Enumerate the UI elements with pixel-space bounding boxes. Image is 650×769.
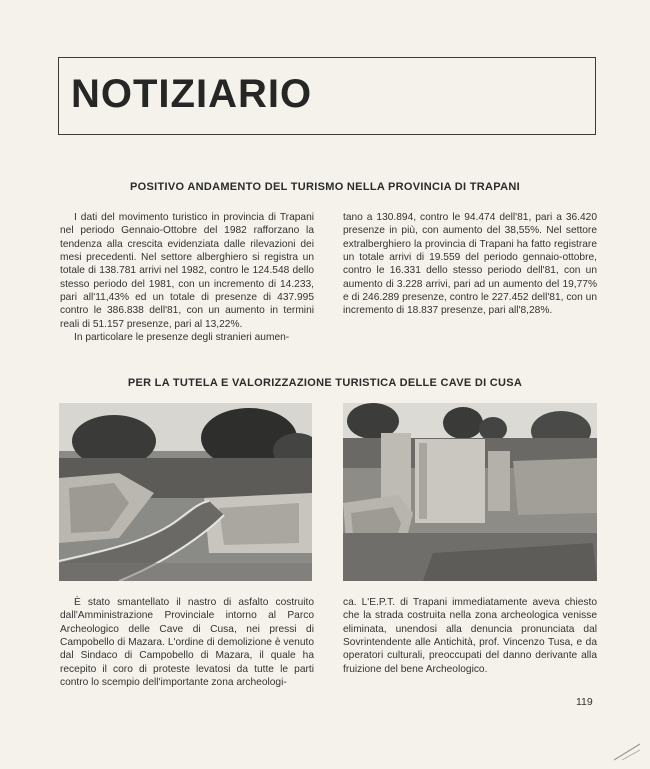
quarry-columns-image [343,403,597,581]
page-curl-mark [612,742,642,762]
article1-column-right [343,211,597,318]
article1-paragraph: tano a 130.894, contro le 94.474 dell'81, pari a 36.420 presenze in più, con aumento del 38,55%. Nel settore extralberghiero la provincia di Trapani ha fatto registrare un totale arrivi di 19.559 del periodo gennaio-ottobre, contro le 16.331 dello stesso periodo dell'81, con un aumento di 3.228 arrivi, pari ad un aumento del 19,77% e di 246.289 presenze, contro le 227.452 dell'81, con un incremento di 18.837 presenze, pari all'8,28%. [343,212,597,317]
article1-paragraph: I dati del movimento turistico in provincia di Trapani nel periodo Gennaio-Ottobre del 1982 rafforzano la tendenza alla crescita evidenziata dalle rilevazioni dei mesi precedenti. Nel settore alberghiero si registra un totale di 138.781 arrivi nel 1982, contro le 124.548 dello stesso periodo del 1981, con un incremento di 14.233, pari all'11,43% ed un totale di presenze di 437.995 contro le 386.838 dell'81, con un aumento in termini reali di 51.157 presenze, pari al 13,22%. [60,212,314,330]
article2-paragraph: È stato smantellato il nastro di asfalto costruito dall'Amministrazione Provinciale intorno al Parco Archeologico delle Cave di Cusa, nei pressi di Campobello di Mazara. L'ordine di demolizione è venuto dal Sindaco di Campobello di Mazara, il quale ha recepito il coro di proteste levatosi da tutte le parti contro lo scempio dell'importante zona archeologi- [60,597,314,689]
page-title: NOTIZIARIO [71,72,313,116]
quarry-road-photo [59,403,312,581]
article1-column-left [60,211,314,344]
article1-heading: POSITIVO ANDAMENTO DEL TURISMO NELLA PROVINCIA DI TRAPANI [130,181,520,193]
page-number: 119 [576,696,593,708]
article2-column-left [60,596,314,689]
article2-column-right [343,596,597,676]
quarry-road-image [59,403,312,581]
article2-paragraph: ca. L'E.P.T. di Trapani immediatamente aveva chiesto che la strada costruita nella zona archeologica venisse eliminata, unendosi alla denuncia pronunciata dal Sovrintendente alle Antichità, prof. Vincenzo Tusa, e da operatori culturali, preoccupati del danno derivante alla fruizione del bene Archeologico. [343,597,597,675]
article1-paragraph: In particolare le presenze degli stranieri aumen- [74,332,290,344]
masthead-box [58,57,596,135]
quarry-columns-photo [343,403,597,581]
article2-heading: PER LA TUTELA E VALORIZZAZIONE TURISTICA DELLE CAVE DI CUSA [127,377,523,389]
